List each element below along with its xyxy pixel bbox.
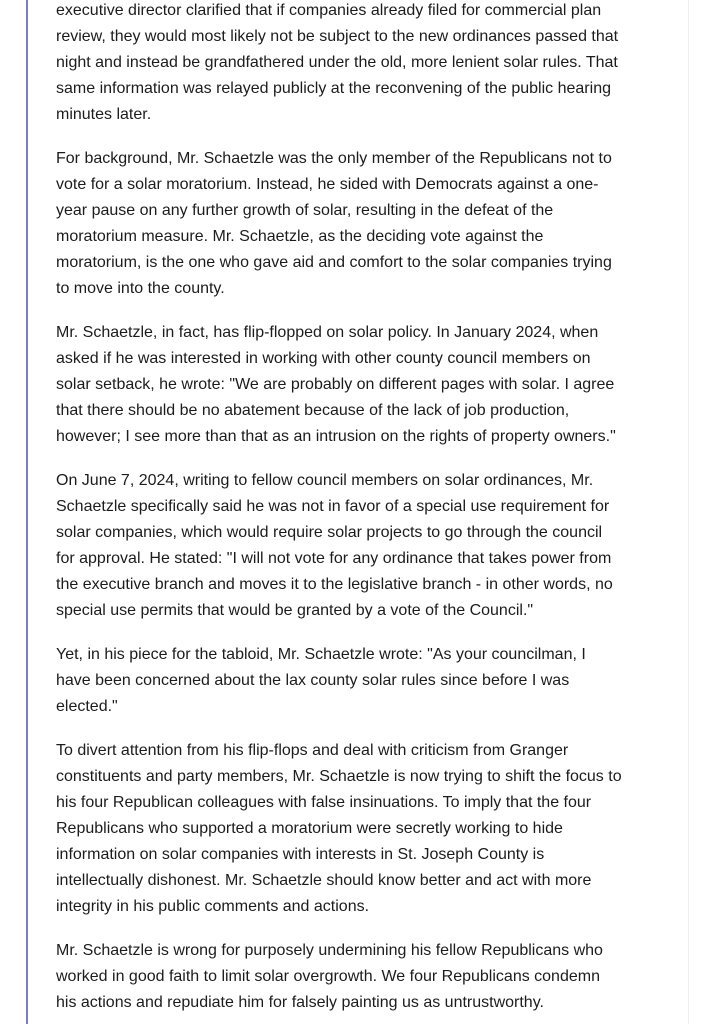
text-line: integrity in his public comments and actions. bbox=[56, 898, 370, 915]
text-line: constituents and party members, Mr. Schaetzle is now trying to shift the focus to bbox=[56, 768, 622, 785]
paragraph-condemn bbox=[56, 938, 674, 1016]
paragraph-june-7 bbox=[56, 468, 674, 624]
text-line: minutes later. bbox=[56, 106, 152, 123]
text-line: solar companies, which would require solar projects to go through the council bbox=[56, 524, 603, 541]
text-line: To divert attention from his flip-flops and deal with criticism from Granger bbox=[56, 742, 569, 759]
text-line: his actions and repudiate him for falsely painting us as untrustworthy. bbox=[56, 994, 544, 1011]
paragraph-background bbox=[56, 146, 674, 302]
text-line: have been concerned about the lax county solar rules since before I was bbox=[56, 672, 570, 689]
quoted-text-bar bbox=[26, 0, 28, 1024]
paragraph-divert-attention bbox=[56, 738, 674, 920]
text-line: solar setback, he wrote: "We are probably on different pages with solar. I agree bbox=[56, 376, 615, 393]
letter-content bbox=[56, 0, 674, 1024]
right-divider bbox=[688, 0, 689, 1024]
text-line: his four Republican colleagues with false insinuations. To imply that the four bbox=[56, 794, 592, 811]
text-line: the executive branch and moves it to the legislative branch - in other words, no bbox=[56, 576, 613, 593]
text-line: Mr. Schaetzle is wrong for purposely undermining his fellow Republicans who bbox=[56, 942, 603, 959]
text-line: for approval. He stated: "I will not vote for any ordinance that takes power from bbox=[56, 550, 612, 567]
text-line: night and instead be grandfathered under the old, more lenient solar rules. That bbox=[56, 54, 618, 71]
text-line: Republicans who supported a moratorium were secretly working to hide bbox=[56, 820, 563, 837]
text-line: executive director clarified that if companies already filed for commercial plan bbox=[56, 2, 602, 19]
paragraph-tabloid bbox=[56, 642, 674, 720]
text-line: year pause on any further growth of solar, resulting in the defeat of the bbox=[56, 202, 554, 219]
text-line: moratorium, is the one who gave aid and comfort to the solar companies trying bbox=[56, 254, 612, 271]
text-line: however; I see more than that as an intrusion on the rights of property owners." bbox=[56, 428, 616, 445]
text-line: Schaetzle specifically said he was not in favor of a special use requirement for bbox=[56, 498, 610, 515]
text-line: information on solar companies with interests in St. Joseph County is bbox=[56, 846, 545, 863]
text-line: intellectually dishonest. Mr. Schaetzle should know better and act with more bbox=[56, 872, 592, 889]
text-line: review, they would most likely not be subject to the new ordinances passed that bbox=[56, 28, 619, 45]
text-line: asked if he was interested in working with other county council members on bbox=[56, 350, 591, 367]
text-line: Yet, in his piece for the tabloid, Mr. Schaetzle wrote: "As your councilman, I bbox=[56, 646, 586, 663]
text-line: For background, Mr. Schaetzle was the only member of the Republicans not to bbox=[56, 150, 612, 167]
paragraph-grandfathered bbox=[56, 0, 674, 128]
text-line: special use permits that would be granted by a vote of the Council." bbox=[56, 602, 534, 619]
paragraph-flip-flopped bbox=[56, 320, 674, 450]
text-line: Mr. Schaetzle, in fact, has flip-flopped on solar policy. In January 2024, when bbox=[56, 324, 599, 341]
text-line: that there should be no abatement because of the lack of job production, bbox=[56, 402, 570, 419]
text-line: elected." bbox=[56, 698, 118, 715]
text-line: vote for a solar moratorium. Instead, he sided with Democrats against a one- bbox=[56, 176, 599, 193]
text-line: On June 7, 2024, writing to fellow council members on solar ordinances, Mr. bbox=[56, 472, 594, 489]
text-line: moratorium measure. Mr. Schaetzle, as the deciding vote against the bbox=[56, 228, 544, 245]
text-line: worked in good faith to limit solar overgrowth. We four Republicans condemn bbox=[56, 968, 600, 985]
text-line: to move into the county. bbox=[56, 280, 225, 297]
text-line: same information was relayed publicly at the reconvening of the public hearing bbox=[56, 80, 611, 97]
